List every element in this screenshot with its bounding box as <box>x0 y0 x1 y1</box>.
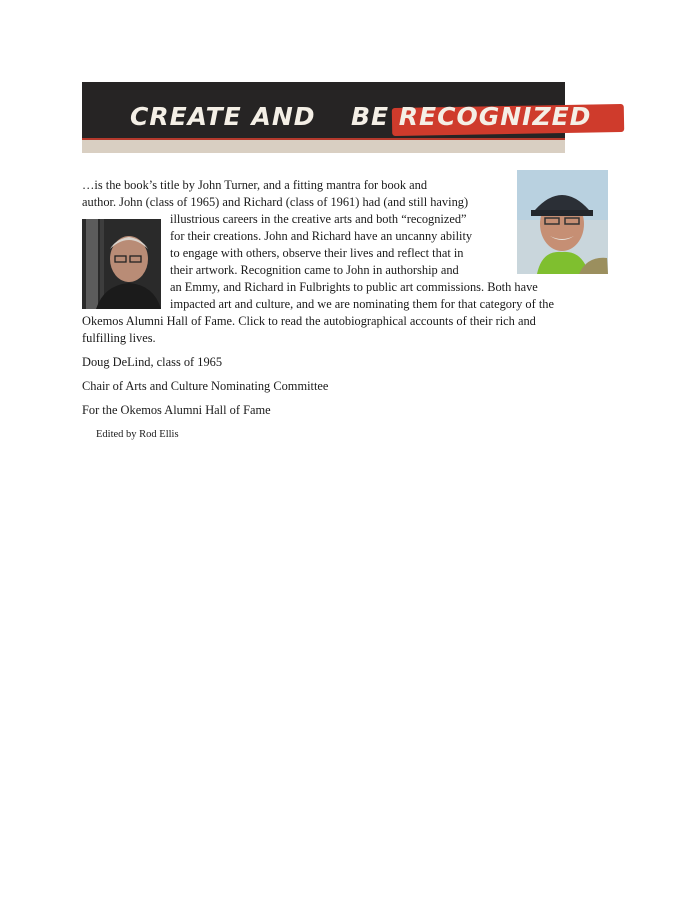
intro-paragraph <box>82 177 587 347</box>
banner-title-part2: BE RECOGNIZED <box>350 102 592 131</box>
body-line: to engage with others, observe their lives and reflect that in <box>170 246 464 260</box>
banner-title <box>130 102 592 138</box>
body-line: for their creations. John and Richard have an uncanny ability <box>170 229 473 243</box>
article-body <box>82 177 587 419</box>
signature-name: Doug DeLind, class of 1965 <box>82 355 223 369</box>
body-line: their artwork. Recognition came to John in authorship and <box>170 263 459 277</box>
banner-bottom-band <box>82 140 565 153</box>
banner-image <box>82 82 592 153</box>
editor-credit: Edited by Rod Ellis <box>96 429 179 440</box>
body-line: author. John (class of 1965) and Richard (class of 1961) had (and still having) <box>82 195 469 209</box>
body-line: fulfilling lives. <box>82 331 156 345</box>
banner-title-part1: CREATE AND <box>130 102 316 131</box>
body-line: …is the book’s title by John Turner, and a fitting mantra for book and <box>82 178 428 192</box>
signature-org: For the Okemos Alumni Hall of Fame <box>82 403 271 417</box>
body-line: an Emmy, and Richard in Fulbrights to public art commissions. Both have <box>170 280 538 294</box>
body-line: impacted art and culture, and we are nominating them for that category of the <box>170 297 554 311</box>
body-line: illustrious careers in the creative arts and both “recognized” <box>170 212 467 226</box>
signature-role: Chair of Arts and Culture Nominating Committee <box>82 379 329 393</box>
body-line: Okemos Alumni Hall of Fame. Click to read the autobiographical accounts of their rich and <box>82 314 536 328</box>
